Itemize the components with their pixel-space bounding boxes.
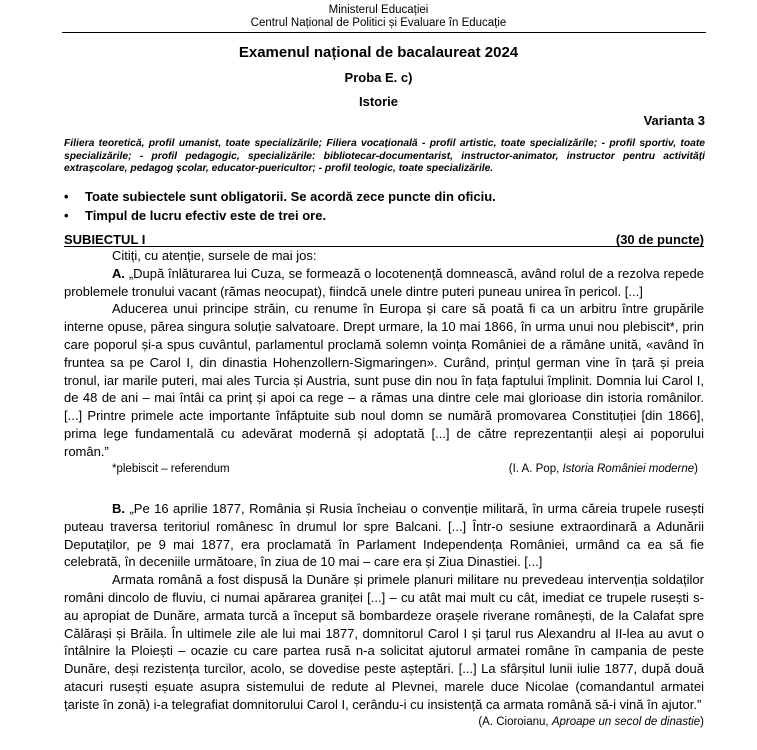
- source-b-text: „Pe 16 aprilie 1877, România și Rusia încheiau o convenție militară, în urma căreia trupele rusești puteau traversa teritoriul românesc în drumul lor spre Balcani. [...] Într-o sesiune extraordinară a Adunării Deputaților, pe 9 mai 1877, era proclamată în Parlament Independența României, urmând ca ea să fie celebrată, în deceniile următoare, în ziua de 10 mai – care era și Ziua Dinastiei. [...]: [64, 501, 704, 570]
- bullet-dot-icon: •: [64, 189, 69, 204]
- source-b-work: Aproape un secol de dinastie: [551, 715, 701, 728]
- footnote-text: *plebiscit – referendum: [112, 462, 230, 475]
- bullet-dot-icon: •: [64, 208, 69, 223]
- ministry-header: Ministerul Educației: [328, 4, 429, 16]
- source-a-label: A.: [112, 265, 125, 281]
- proba-title: Proba E. c): [344, 70, 413, 85]
- source-b-label: B.: [112, 501, 125, 516]
- source-a-text: „După înlăturarea lui Cuza, se formează o locotenență domnească, având rolul de a rezolva repede problemele tronului vacant (rămas neocupat), fiindcă unele dintre puteri puneau unirea în pericol. [...]: [64, 265, 705, 299]
- subject-title: Istorie: [358, 94, 398, 109]
- source-b-citation: (A. Cioroianu, Aproape un secol de dinastie): [478, 715, 704, 728]
- source-a-paragraph: Aducerea unui principe străin, cu renume în Europa și care să poată fi ca un arbitru între grupările interne opuse, părea singura soluție salvatoare. Drept urmare, la 10 mai 1866, în urma unui nou plebiscit*, prin care poporul și-a spus cuvântul, parlamentul proclamă solemn voința României de a rămâne unită, «având în fruntea sa pe Carol I, din dinastia Hohenzollern-Sigmaringen». Curând, prințul german vine în țară și preia tronul, iar marile puteri, mai ales Turcia și Austria, sunt puse din nou în fața faptului împlinit. Domnia lui Carol I, de 48 de ani – mai întâi ca prinț și apoi ca rege – a rămas una dintre cele mai glorioase din istoria românilor. [...] Printre primele acte importante înfăptuite sub noul domn se numără promovarea Constituției [din 1866], prima lege fundamentală cu adevărat modernă și adoptată [...] de către reprezentanții aleși ai poporului român.”: [64, 301, 704, 459]
- instruction-text: Citiți, cu atenție, sursele de mai jos:: [112, 248, 317, 263]
- source-b-block: [64, 500, 704, 731]
- bullet-text: Timpul de lucru efectiv este de trei ore.: [85, 208, 327, 223]
- source-b-paragraph: Armata română a fost dispusă la Dunăre și primele planuri militare nu prevedeau intervenția soldaților români dincolo de fluviu, ci numai apărarea graniței [...] – cu atât mai mult cu cât, imediat ce trupele rusești s-au apropiat de Dunăre, armata turcă a început să bombardeze orașele riverane românești, de la Calafat spre Călărași și Brăila. În ultimele zile ale lui mai 1877, domnitorul Carol I și țarul rus Alexandru al II-lea au avut o întâlnire la Ploiești – ocazie cu care partea rusă n-a solicitat ajutorul armatei române în campania de peste Dunăre, deși rezistența turcilor, acolo, se dovedise peste așteptări. [...] La sfârșitul lunii iulie 1877, după două atacuri rusești eșuate asupra sistemului de redute al Plevnei, marele duce Nicolae (comandantul armatei țariste în zonă) i-a telegrafiat domnitorului Carol I, cerându-i cu insistență ca armata română să-i vină în ajutor.”: [64, 572, 704, 712]
- section-title: SUBIECTUL I: [64, 232, 146, 247]
- header-divider: [62, 32, 706, 33]
- bullet-item: [64, 189, 496, 204]
- source-a-block: [64, 247, 704, 478]
- source-a-work: Istoria României moderne: [562, 462, 695, 475]
- source-a-paragraph: [64, 265, 704, 301]
- source-b-paragraph: [64, 500, 704, 571]
- filiera-note: Filiera teoretică, profil umanist, toate specializările; Filiera vocațională - profil artistic, toate specializările; - profil sportiv, toate specializările; - profil pedagogic, specializările: bibliotecar-documentarist, instructor-animator, instructor pentru activități extrașcolare, pedagog școlar, educator-puericultor; - profil teologic, toate specializările.: [64, 138, 705, 174]
- section-points: (30 de puncte): [615, 232, 704, 247]
- bullet-item: [64, 208, 326, 223]
- exam-title: Examenul național de bacalaureat 2024: [238, 44, 519, 61]
- bullet-text: Toate subiectele sunt obligatorii. Se acordă zece puncte din oficiu.: [85, 189, 496, 204]
- center-header: Centrul Național de Politici și Evaluare în Educație: [250, 17, 507, 29]
- source-a-footer: [64, 461, 704, 479]
- source-a-citation: (I. A. Pop, Istoria României moderne): [508, 462, 698, 475]
- variant-label: Varianta 3: [643, 113, 705, 128]
